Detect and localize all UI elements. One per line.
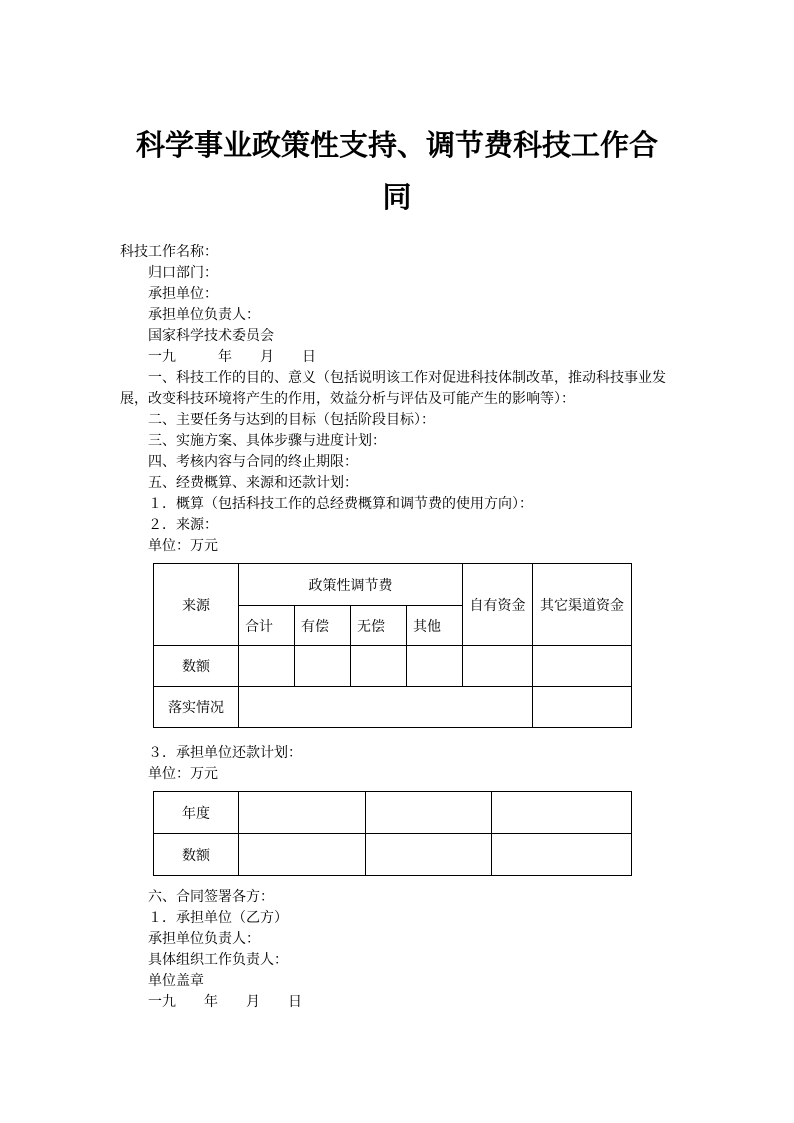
other-funds-header: 其它渠道资金	[533, 564, 632, 646]
amount-total-cell[interactable]	[239, 646, 295, 687]
year-cell-3[interactable]	[492, 792, 632, 834]
year-cell-1[interactable]	[239, 792, 366, 834]
section-5-budget: 五、经费概算、来源和还款计划：	[148, 475, 358, 491]
section-3-plan: 三、实施方案、具体步骤与进度计划：	[148, 433, 386, 449]
other-header: 其他	[407, 606, 463, 646]
amount-row-label: 数额	[154, 646, 239, 687]
undertaker-label: 承担单位：	[148, 286, 218, 302]
repay-amount-cell-1[interactable]	[239, 834, 366, 876]
document-title-line-1: 科学事业政策性支持、调节费科技工作合	[135, 128, 658, 162]
repayment-plan-table	[153, 791, 632, 876]
section-5-1-estimate: １．概算（包括科技工作的总经费概算和调节费的使用方向）：	[148, 496, 533, 512]
year-row-label: 年度	[154, 792, 239, 834]
signatory-undertaker-head: 承担单位负责人：	[148, 931, 260, 947]
section-5-3-repayment: ３．承担单位还款计划：	[148, 745, 302, 761]
undertaker-head-label: 承担单位负责人：	[148, 307, 260, 323]
section-6-1-undertaker: １．承担单位（乙方）	[148, 910, 288, 926]
signatory-organizer-head: 具体组织工作负责人：	[148, 952, 288, 968]
funding-source-table	[153, 563, 632, 728]
section-6-signatories: 六、合同签署各方：	[148, 889, 274, 905]
document-title-line-2: 同	[382, 180, 412, 214]
unit-seal-label: 单位盖章	[148, 973, 204, 989]
unit-label-1: 单位：万元	[148, 538, 218, 554]
section-4-assessment: 四、考核内容与合同的终止期限：	[148, 454, 358, 470]
unpaid-header: 无偿	[351, 606, 407, 646]
signature-date: 一九 年 月 日	[148, 994, 302, 1010]
self-funds-header: 自有资金	[463, 564, 533, 646]
year-cell-2[interactable]	[366, 792, 492, 834]
project-name-label: 科技工作名称：	[120, 244, 218, 260]
amount-other-funds-cell[interactable]	[533, 646, 632, 687]
policy-fee-header: 政策性调节费	[239, 564, 463, 606]
section-5-2-source: ２．来源：	[148, 517, 218, 533]
repay-amount-cell-3[interactable]	[492, 834, 632, 876]
department-label: 归口部门：	[148, 265, 218, 281]
section-2-tasks: 二、主要任务与达到的目标（包括阶段目标）：	[148, 412, 435, 428]
section-1-purpose: 一、科技工作的目的、意义（包括说明该工作对促进科技体制改革，推动科技事业发展，改变科技环境将产生的作用，效益分析与评估及可能产生的影响等）：	[120, 370, 666, 407]
implementation-row-label: 落实情况	[154, 687, 239, 728]
amount-paid-cell[interactable]	[295, 646, 351, 687]
implementation-other-cell[interactable]	[533, 687, 632, 728]
amount-unpaid-cell[interactable]	[351, 646, 407, 687]
header-date: 一九 年 月 日	[148, 349, 316, 365]
committee-name: 国家科学技术委员会	[148, 328, 274, 344]
amount-other-cell[interactable]	[407, 646, 463, 687]
unit-label-2: 单位：万元	[148, 766, 218, 782]
total-header: 合计	[239, 606, 295, 646]
paid-header: 有偿	[295, 606, 351, 646]
implementation-policy-cell[interactable]	[239, 687, 533, 728]
source-header: 来源	[154, 564, 239, 646]
repay-amount-row-label: 数额	[154, 834, 239, 876]
amount-self-funds-cell[interactable]	[463, 646, 533, 687]
repay-amount-cell-2[interactable]	[366, 834, 492, 876]
